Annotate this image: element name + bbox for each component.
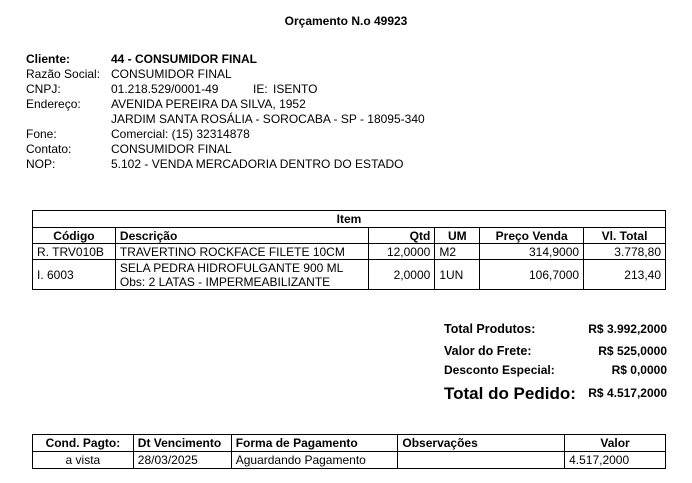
ie-label: IE:	[253, 82, 268, 96]
cnpj-label: CNPJ:	[26, 82, 61, 96]
item-description: SELA PEDRA HIDROFULGANTE 900 ML	[119, 260, 344, 275]
cell-qtd: 12,0000	[369, 244, 435, 260]
ie-value: ISENTO	[273, 82, 318, 96]
cell-total: 3.778,80	[584, 244, 666, 260]
col-qtd: Qtd	[369, 228, 435, 244]
table-row	[33, 244, 666, 260]
total-pedido-value: R$ 4.517,2000	[588, 386, 667, 400]
col-cond-pagto: Cond. Pagto:	[33, 435, 134, 452]
cell-um: 1UN	[435, 260, 480, 290]
nop-value: 5.102 - VENDA MERCADORIA DENTRO DO ESTADO	[111, 157, 404, 171]
fone-label: Fone:	[26, 127, 57, 141]
razao-value: CONSUMIDOR FINAL	[111, 67, 232, 81]
contato-label: Contato:	[26, 142, 72, 156]
col-forma-pagamento: Forma de Pagamento	[231, 435, 398, 452]
cell-cond-pagto: a vista	[33, 452, 134, 469]
razao-label: Razão Social:	[26, 67, 101, 81]
nop-label: NOP:	[26, 157, 56, 171]
cell-valor: 4.517,2000	[565, 452, 666, 469]
frete-value: R$ 525,0000	[598, 344, 667, 358]
col-total: Vl. Total	[584, 228, 666, 244]
cliente-label: Cliente:	[26, 52, 71, 66]
col-descricao: Descrição	[115, 228, 368, 244]
cell-forma-pagamento: Aguardando Pagamento	[231, 452, 398, 469]
desconto-label: Desconto Especial:	[444, 363, 555, 377]
page-title: Orçamento N.o 49923	[284, 14, 408, 28]
cliente-value: 44 - CONSUMIDOR FINAL	[111, 52, 258, 66]
col-codigo: Código	[33, 228, 116, 244]
cell-codigo: I. 6003	[33, 260, 116, 290]
items-header-row	[33, 228, 666, 244]
endereco-line1: AVENIDA PEREIRA DA SILVA, 1952	[111, 97, 306, 111]
total-produtos-value: R$ 3.992,2000	[588, 322, 667, 336]
payment-table	[32, 434, 666, 469]
cell-descricao: TRAVERTINO ROCKFACE FILETE 10CM	[115, 244, 368, 260]
items-section-title: Item	[33, 211, 666, 228]
cell-um: M2	[435, 244, 480, 260]
desconto-value: R$ 0,0000	[611, 363, 667, 377]
total-produtos-label: Total Produtos:	[444, 322, 536, 336]
cnpj-value: 01.218.529/0001-49	[111, 82, 219, 96]
cell-descricao	[115, 260, 368, 290]
contato-value: CONSUMIDOR FINAL	[111, 142, 232, 156]
frete-label: Valor do Frete:	[444, 344, 532, 358]
cell-dt-vencimento: 28/03/2025	[133, 452, 231, 469]
item-obs: Obs: 2 LATAS - IMPERMEABILIZANTE	[119, 274, 331, 289]
cell-preco: 314,9000	[480, 244, 584, 260]
items-table	[32, 210, 666, 290]
endereco-line2: JARDIM SANTA ROSÁLIA - SOROCABA - SP - 18095-340	[111, 112, 425, 126]
table-row	[33, 452, 666, 469]
col-valor: Valor	[565, 435, 666, 452]
col-observacoes: Observações	[398, 435, 565, 452]
fone-value: Comercial: (15) 32314878	[111, 127, 250, 141]
col-um: UM	[435, 228, 480, 244]
cell-observacoes	[398, 452, 565, 469]
payment-header-row	[33, 435, 666, 452]
cell-codigo: R. TRV010B	[33, 244, 116, 260]
total-pedido-label: Total do Pedido:	[444, 384, 576, 403]
col-dt-vencimento: Dt Vencimento	[133, 435, 231, 452]
cell-total: 213,40	[584, 260, 666, 290]
endereco-label: Endereço:	[26, 97, 81, 111]
cell-preco: 106,7000	[480, 260, 584, 290]
table-row	[33, 260, 666, 290]
cell-qtd: 2,0000	[369, 260, 435, 290]
col-preco: Preço Venda	[480, 228, 584, 244]
